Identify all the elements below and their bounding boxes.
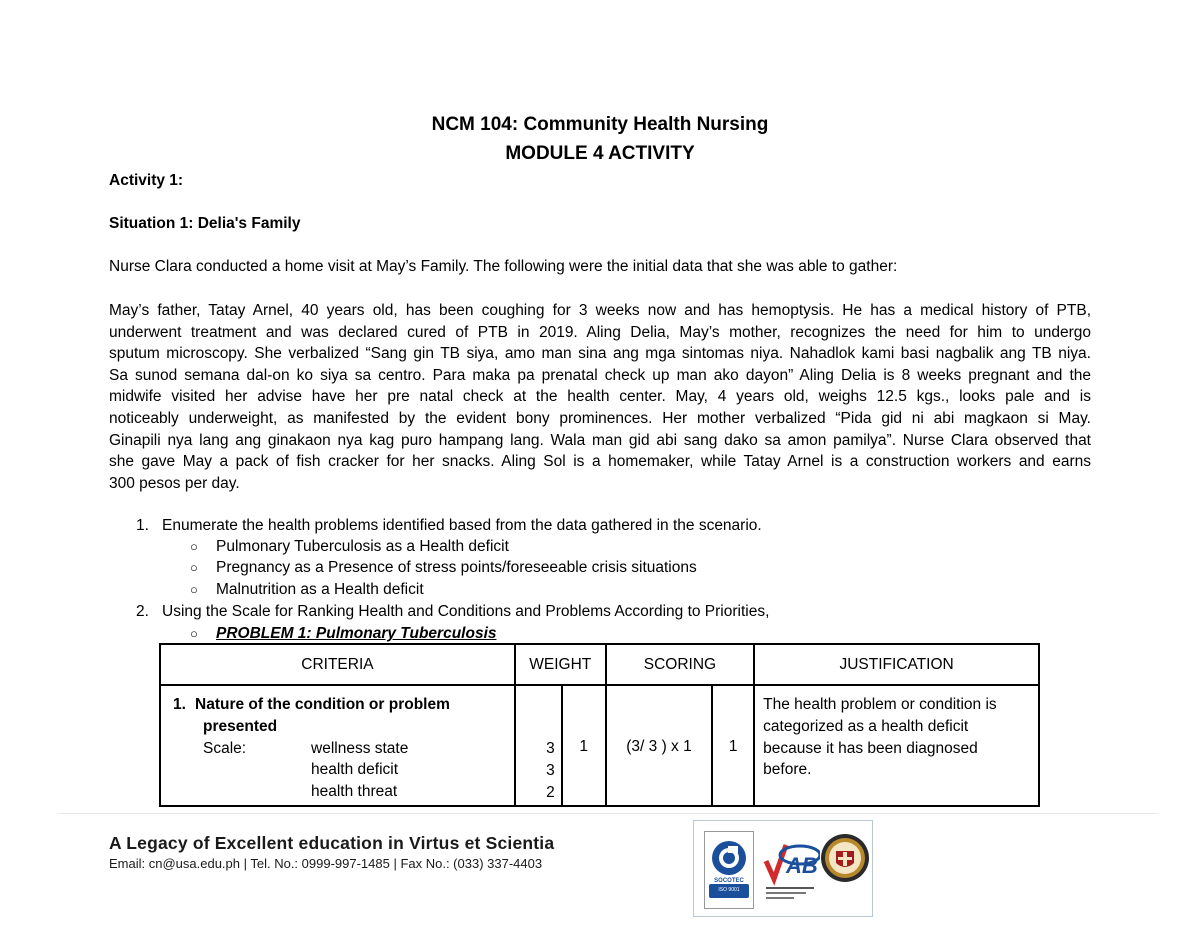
footer-divider — [58, 813, 1158, 814]
answer-text: Malnutrition as a Health deficit — [216, 581, 424, 598]
accreditation-logos — [693, 820, 873, 917]
question-number: 1. — [136, 517, 149, 534]
scenario-line: May’s father, Tatay Arnel, 40 years old, has been coughing for 3 weeks now and has hemoptysis. He has a medical history of PTB, — [109, 302, 1091, 319]
bullet-icon: ○ — [190, 539, 198, 554]
answer-item — [190, 581, 424, 599]
pab-text: AB — [786, 853, 818, 878]
scenario-line: noticeably underweight, as manifested by the evident bony prominences. Her mother verbalized “Pida gid ni abi magkaon si May. — [109, 409, 1091, 427]
score-cell: 1 — [712, 685, 754, 806]
scale-list — [173, 738, 506, 803]
question-text: Enumerate the health problems identified based from the data gathered in the scenario. — [162, 517, 762, 534]
header-justification: JUSTIFICATION — [754, 644, 1039, 685]
question-1 — [136, 517, 762, 535]
answer-text: Pulmonary Tuberculosis as a Health deficit — [216, 538, 509, 555]
criteria-cell — [160, 685, 515, 806]
question-text: Using the Scale for Ranking Health and Conditions and Problems According to Priorities, — [162, 603, 770, 620]
problem-text: PROBLEM 1: Pulmonary Tuberculosis — [216, 625, 497, 642]
scale-value: 3 — [546, 761, 555, 779]
answer-item — [190, 559, 697, 577]
problem-heading — [190, 625, 497, 643]
socotec-logo — [704, 831, 754, 909]
scenario-line: midwife visited her advise have her pre natal check at the health center. May, 4 years old, weighs 12.5 kgs., looks pale and is — [109, 388, 1091, 406]
footer-contact: Email: cn@usa.edu.ph | Tel. No.: 0999-997-1485 | Fax No.: (033) 337-4403 — [109, 856, 543, 871]
activity-label: Activity 1: — [109, 172, 184, 189]
scenario-line: underwent treatment and was declared cured of PTB in 2019. Aling Delia, May’s mother, recognizes the need for him to undergo — [109, 323, 1091, 341]
scenario-line: Sa sunod semana dal-on ko siya sa centro. Para maka pa prenatal check up man ako dayon” Aling Delia is 8 weeks pregnant and the — [109, 366, 1091, 384]
scenario-line: 300 pesos per day. — [109, 474, 240, 492]
criterion-title-cont: presented — [203, 717, 278, 735]
scale-value: 2 — [546, 783, 555, 801]
table-header-row — [160, 644, 1039, 685]
scale-values-cell — [515, 685, 562, 806]
scoring-formula-cell: (3/ 3 ) x 1 — [606, 685, 713, 806]
criterion-title: Nature of the condition or problem — [195, 696, 450, 713]
situation-label: Situation 1: Delia's Family — [109, 215, 301, 232]
scenario-line: sputum microscopy. She verbalized “Sang gin TB siya, amo man sina ang mga sintomas niya. Nahadlok kami basi nagbalik ang TB niya. — [109, 345, 1091, 363]
university-seal — [820, 833, 870, 883]
header-scoring: SCORING — [606, 644, 754, 685]
justification-cell: The health problem or condition is categorized as a health deficit because it has been diagnosed before. — [754, 685, 1039, 806]
pab-caption-line — [766, 892, 806, 894]
criterion-number: 1. — [173, 696, 186, 713]
question-2 — [136, 603, 769, 621]
answer-text: Pregnancy as a Presence of stress points/foreseeable crisis situations — [216, 559, 697, 576]
socotec-sub: ISO 9001 — [718, 887, 740, 893]
document-subtitle: MODULE 4 ACTIVITY — [505, 143, 695, 164]
socotec-name: SOCOTEC — [714, 878, 744, 884]
scale-value: 3 — [546, 740, 555, 757]
footer-motto: A Legacy of Excellent education in Virtus et Scientia — [109, 833, 555, 853]
header-criteria: CRITERIA — [160, 644, 515, 685]
scale-label: Scale: — [203, 739, 247, 757]
scenario-line: Ginapili nya lang ang ginakaon nya kag puro hampang lang. Wala man gid abi sang dako sa amon pamilya”. Nurse Clara observed that — [109, 431, 1091, 449]
bullet-icon: ○ — [190, 582, 198, 597]
intro-text: Nurse Clara conducted a home visit at May’s Family. The following were the initial data that she was able to gather: — [109, 258, 898, 275]
pab-logo — [760, 831, 820, 909]
scale-item: health deficit — [311, 761, 399, 779]
answer-item — [190, 538, 509, 556]
bullet-icon: ○ — [190, 560, 198, 575]
header-weight: WEIGHT — [515, 644, 606, 685]
bullet-icon: ○ — [190, 626, 198, 641]
scenario-paragraph — [109, 300, 1091, 494]
table-row — [160, 685, 1039, 806]
priority-scale-table — [159, 643, 1040, 807]
document-title: NCM 104: Community Health Nursing — [431, 114, 769, 135]
scenario-line: she gave May a pack of fish cracker for her snacks. Aling Sol is a homemaker, while Tatay Arnel is a construction workers and earns — [109, 453, 1091, 471]
pab-caption-line — [766, 897, 794, 899]
question-number: 2. — [136, 603, 149, 620]
pab-caption-line — [766, 887, 814, 889]
weight-cell: 1 — [562, 685, 606, 806]
scale-item: health threat — [311, 783, 398, 801]
scale-item: wellness state — [311, 739, 409, 757]
